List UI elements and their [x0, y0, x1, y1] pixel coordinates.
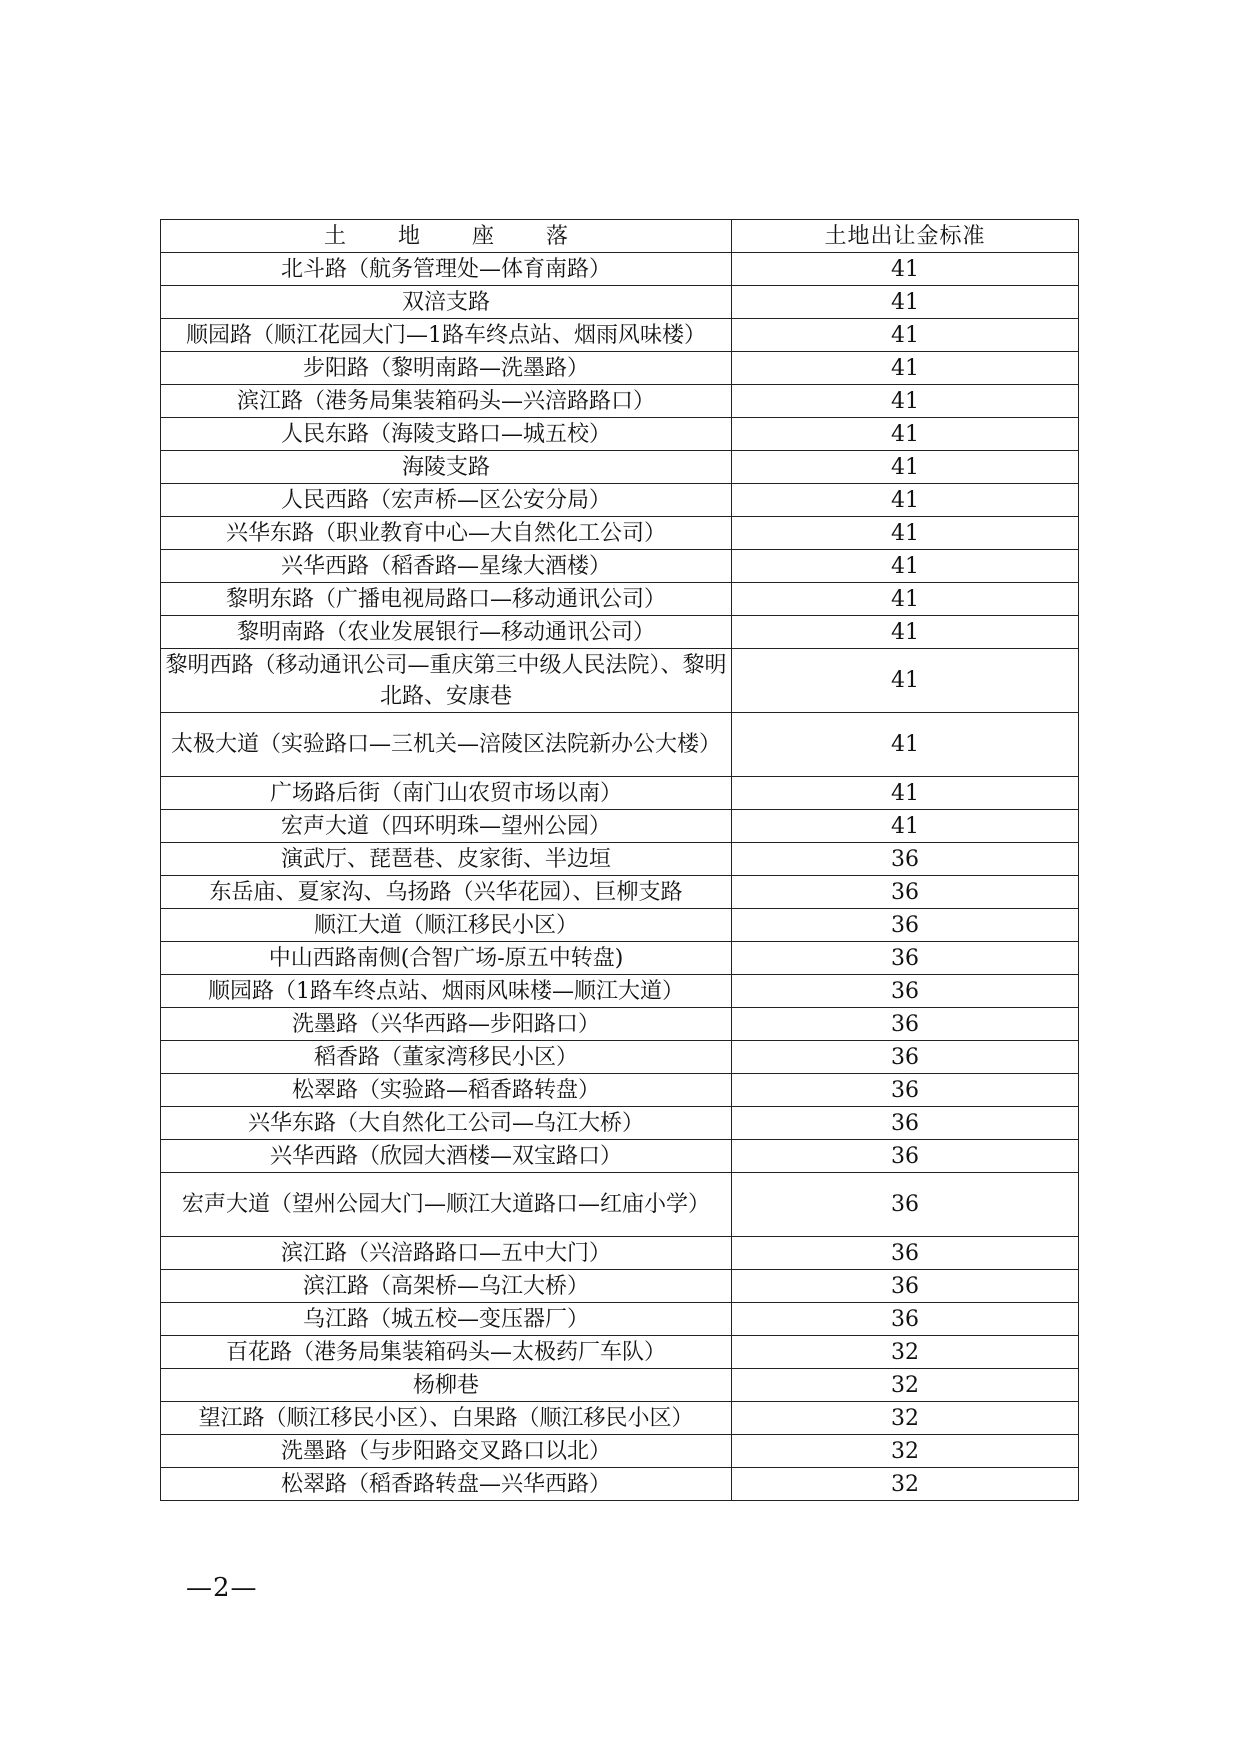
location-cell: 广场路后街（南门山农贸市场以南） [161, 777, 732, 810]
price-cell: 36 [732, 1074, 1079, 1107]
price-cell: 32 [732, 1402, 1079, 1435]
location-cell: 滨江路（高架桥—乌江大桥） [161, 1270, 732, 1303]
price-cell: 41 [732, 550, 1079, 583]
price-cell: 41 [732, 286, 1079, 319]
location-cell: 兴华西路（稻香路—星缘大酒楼） [161, 550, 732, 583]
price-cell: 36 [732, 1173, 1079, 1237]
location-cell: 太极大道（实验路口—三机关—涪陵区法院新办公大楼） [161, 713, 732, 777]
table-row [161, 1237, 1079, 1270]
price-cell: 36 [732, 843, 1079, 876]
table-row [161, 1336, 1079, 1369]
land-price-table [160, 219, 1079, 1501]
table-row [161, 418, 1079, 451]
table-row [161, 319, 1079, 352]
location-cell: 杨柳巷 [161, 1369, 732, 1402]
location-cell: 黎明西路（移动通讯公司—重庆第三中级人民法院）、黎明北路、安康巷 [161, 649, 732, 713]
table-row [161, 286, 1079, 319]
location-cell: 望江路（顺江移民小区）、白果路（顺江移民小区） [161, 1402, 732, 1435]
table-row [161, 352, 1079, 385]
table-row [161, 1402, 1079, 1435]
price-cell: 36 [732, 942, 1079, 975]
location-cell: 北斗路（航务管理处—体育南路） [161, 253, 732, 286]
table-row [161, 385, 1079, 418]
table-row [161, 1008, 1079, 1041]
location-cell: 洗墨路（兴华西路—步阳路口） [161, 1008, 732, 1041]
price-cell: 36 [732, 876, 1079, 909]
location-cell: 洗墨路（与步阳路交叉路口以北） [161, 1435, 732, 1468]
price-cell: 36 [732, 909, 1079, 942]
table-row [161, 876, 1079, 909]
location-cell: 兴华东路（大自然化工公司—乌江大桥） [161, 1107, 732, 1140]
location-cell: 宏声大道（四环明珠—望州公园） [161, 810, 732, 843]
table-row [161, 1303, 1079, 1336]
price-cell: 36 [732, 1140, 1079, 1173]
price-cell: 41 [732, 418, 1079, 451]
price-cell: 41 [732, 352, 1079, 385]
table-row [161, 942, 1079, 975]
price-cell: 32 [732, 1435, 1079, 1468]
location-cell: 黎明南路（农业发展银行—移动通讯公司） [161, 616, 732, 649]
price-cell: 36 [732, 1303, 1079, 1336]
table-row [161, 810, 1079, 843]
table-row [161, 484, 1079, 517]
location-cell: 百花路（港务局集装箱码头—太极药厂车队） [161, 1336, 732, 1369]
price-cell: 41 [732, 583, 1079, 616]
price-cell: 32 [732, 1468, 1079, 1501]
price-cell: 41 [732, 777, 1079, 810]
location-cell: 中山西路南侧(合智广场-原五中转盘) [161, 942, 732, 975]
table-row [161, 777, 1079, 810]
price-cell: 41 [732, 253, 1079, 286]
table-row [161, 1435, 1079, 1468]
price-cell: 32 [732, 1369, 1079, 1402]
location-cell: 人民东路（海陵支路口—城五校） [161, 418, 732, 451]
table-row [161, 1041, 1079, 1074]
price-cell: 41 [732, 451, 1079, 484]
table-row [161, 1140, 1079, 1173]
table-row [161, 843, 1079, 876]
price-cell: 41 [732, 319, 1079, 352]
location-cell: 演武厅、琵琶巷、皮家街、半边垣 [161, 843, 732, 876]
location-cell: 宏声大道（望州公园大门—顺江大道路口—红庙小学） [161, 1173, 732, 1237]
price-cell: 36 [732, 975, 1079, 1008]
location-cell: 海陵支路 [161, 451, 732, 484]
location-cell: 顺江大道（顺江移民小区） [161, 909, 732, 942]
header-price: 土地出让金标准 [732, 220, 1079, 253]
location-cell: 人民西路（宏声桥—区公安分局） [161, 484, 732, 517]
location-cell: 黎明东路（广播电视局路口—移动通讯公司） [161, 583, 732, 616]
price-cell: 41 [732, 713, 1079, 777]
table-row [161, 550, 1079, 583]
location-cell: 兴华东路（职业教育中心—大自然化工公司） [161, 517, 732, 550]
table-row [161, 909, 1079, 942]
price-cell: 36 [732, 1107, 1079, 1140]
location-cell: 步阳路（黎明南路—洗墨路） [161, 352, 732, 385]
location-cell: 兴华西路（欣园大酒楼—双宝路口） [161, 1140, 732, 1173]
table-row [161, 1107, 1079, 1140]
price-cell: 41 [732, 649, 1079, 713]
table-row [161, 649, 1079, 713]
location-cell: 滨江路（兴涪路路口—五中大门） [161, 1237, 732, 1270]
table-body [161, 253, 1079, 1501]
location-cell: 松翠路（实验路—稻香路转盘） [161, 1074, 732, 1107]
location-cell: 顺园路（顺江花园大门—1路车终点站、烟雨风味楼） [161, 319, 732, 352]
header-location: 土地座落 [161, 220, 732, 253]
price-cell: 36 [732, 1008, 1079, 1041]
price-cell: 36 [732, 1237, 1079, 1270]
table-row [161, 1074, 1079, 1107]
table-row [161, 583, 1079, 616]
table-row [161, 451, 1079, 484]
table-row [161, 616, 1079, 649]
table-row [161, 975, 1079, 1008]
location-cell: 稻香路（董家湾移民小区） [161, 1041, 732, 1074]
table-row [161, 713, 1079, 777]
price-cell: 41 [732, 517, 1079, 550]
table-row [161, 1369, 1079, 1402]
price-cell: 36 [732, 1270, 1079, 1303]
price-cell: 41 [732, 385, 1079, 418]
table-row [161, 517, 1079, 550]
location-cell: 松翠路（稻香路转盘—兴华西路） [161, 1468, 732, 1501]
location-cell: 乌江路（城五校—变压器厂） [161, 1303, 732, 1336]
location-cell: 顺园路（1路车终点站、烟雨风味楼—顺江大道） [161, 975, 732, 1008]
table-row [161, 253, 1079, 286]
price-cell: 41 [732, 484, 1079, 517]
price-cell: 36 [732, 1041, 1079, 1074]
page-number: —2— [186, 1573, 258, 1603]
price-cell: 41 [732, 810, 1079, 843]
location-cell: 东岳庙、夏家沟、乌扬路（兴华花园）、巨柳支路 [161, 876, 732, 909]
location-cell: 滨江路（港务局集装箱码头—兴涪路路口） [161, 385, 732, 418]
table-row [161, 1270, 1079, 1303]
price-cell: 32 [732, 1336, 1079, 1369]
table-row [161, 1468, 1079, 1501]
table-row [161, 1173, 1079, 1237]
header-row [161, 220, 1079, 253]
price-cell: 41 [732, 616, 1079, 649]
location-cell: 双涪支路 [161, 286, 732, 319]
